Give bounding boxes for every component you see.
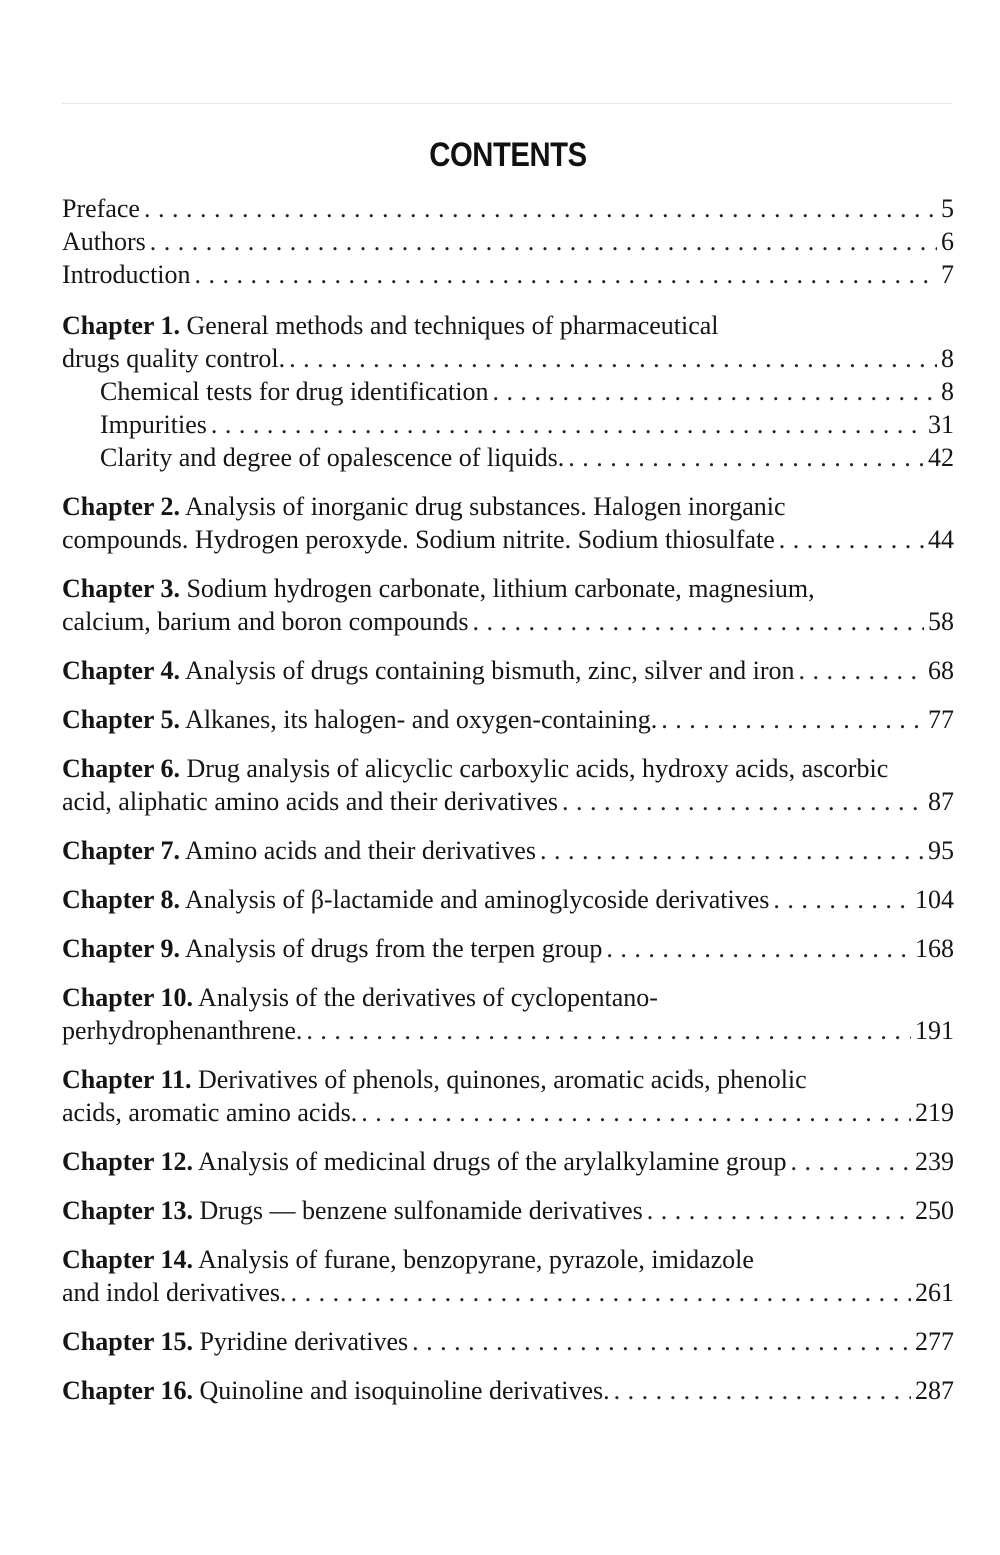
chapter-label: Chapter 11. xyxy=(62,1065,192,1094)
toc-entry-title xyxy=(62,1374,610,1407)
chapter-heading-line xyxy=(62,490,954,523)
dot-leader xyxy=(540,834,924,867)
chapter-entry xyxy=(62,1194,954,1227)
toc-line xyxy=(100,441,954,474)
dot-leader xyxy=(412,1325,911,1358)
toc-line xyxy=(62,1374,954,1407)
chapter-title: Analysis of inorganic drug substances. Halogen inorganic xyxy=(185,492,786,521)
toc-line xyxy=(62,1194,954,1227)
dot-leader xyxy=(361,1096,911,1129)
dot-leader xyxy=(291,1276,911,1309)
page-number: 239 xyxy=(915,1147,954,1176)
chapter-label: Chapter 2. xyxy=(62,492,180,521)
chapter-title: General methods and techniques of pharmaceutical xyxy=(186,311,719,340)
toc-line xyxy=(62,1276,954,1309)
page-number: 58 xyxy=(928,607,954,636)
chapter-label: Chapter 6. xyxy=(62,754,180,783)
page-number: 261 xyxy=(915,1278,954,1307)
toc-line xyxy=(62,258,954,291)
toc-entry-title: and indol derivatives. xyxy=(62,1278,287,1307)
page-number: 7 xyxy=(941,260,954,289)
front-matter-entry xyxy=(62,258,954,291)
chapter-title: Alkanes, its halogen- and oxygen-containing. xyxy=(185,705,658,734)
page-number: 5 xyxy=(941,194,954,223)
chapter-label: Chapter 5. xyxy=(62,705,180,734)
toc-line xyxy=(62,523,954,556)
chapter-entry xyxy=(62,1063,954,1129)
dot-leader xyxy=(661,703,924,736)
table-of-contents xyxy=(62,192,954,1407)
toc-line xyxy=(100,375,954,408)
subsection-entry xyxy=(62,375,954,408)
page-number: 277 xyxy=(915,1327,954,1356)
front-matter-entry xyxy=(62,192,954,225)
toc-line xyxy=(62,703,954,736)
toc-entry-title xyxy=(62,703,657,736)
page-number: 168 xyxy=(915,934,954,963)
dot-leader xyxy=(773,883,911,916)
toc-entry-title: Preface xyxy=(62,194,140,223)
chapter-label: Chapter 12. xyxy=(62,1147,193,1176)
chapter-title: Analysis of drugs containing bismuth, zinc, silver and iron xyxy=(185,656,795,685)
toc-entry-title: drugs quality control. xyxy=(62,344,286,373)
chapter-label: Chapter 10. xyxy=(62,983,193,1012)
page-number: 8 xyxy=(941,377,954,406)
toc-line xyxy=(62,605,954,638)
page-number: 191 xyxy=(915,1016,954,1045)
toc-line xyxy=(62,342,954,375)
dot-leader xyxy=(306,1014,911,1047)
chapter-title: Sodium hydrogen carbonate, lithium carbonate, magnesium, xyxy=(186,574,815,603)
dot-leader xyxy=(568,441,924,474)
toc-entry-title xyxy=(62,932,602,965)
dot-leader xyxy=(195,258,937,291)
page-number: 77 xyxy=(928,705,954,734)
chapter-heading-line xyxy=(62,1243,954,1276)
subsection-entry xyxy=(62,408,954,441)
dot-leader xyxy=(562,785,924,818)
page-number: 287 xyxy=(915,1376,954,1405)
dot-leader xyxy=(289,342,937,375)
toc-entry-title xyxy=(62,654,795,687)
toc-line xyxy=(62,932,954,965)
toc-entry-title: Introduction xyxy=(62,260,191,289)
chapter-title: Analysis of the derivatives of cyclopentano- xyxy=(198,983,658,1012)
chapter-label: Chapter 7. xyxy=(62,836,180,865)
chapter-label: Chapter 9. xyxy=(62,934,180,963)
toc-line xyxy=(62,1145,954,1178)
chapter-entry xyxy=(62,834,954,867)
toc-line xyxy=(62,654,954,687)
bleed-through-rule xyxy=(62,103,952,104)
dot-leader xyxy=(791,1145,911,1178)
chapter-title: Derivatives of phenols, quinones, aromatic acids, phenolic xyxy=(198,1065,807,1094)
toc-entry-title: acids, aromatic amino acids. xyxy=(62,1098,358,1127)
toc-entry-title: calcium, barium and boron compounds xyxy=(62,607,469,636)
toc-line xyxy=(62,1014,954,1047)
chapter-entry xyxy=(62,1145,954,1178)
chapter-entry xyxy=(62,490,954,556)
toc-line xyxy=(62,834,954,867)
dot-leader xyxy=(606,932,911,965)
toc-entry-title xyxy=(62,834,536,867)
chapter-label: Chapter 4. xyxy=(62,656,180,685)
chapter-entry xyxy=(62,932,954,965)
chapter-entry xyxy=(62,752,954,818)
toc-entry-title: Chemical tests for drug identification xyxy=(100,377,489,406)
chapter-heading-line xyxy=(62,981,954,1014)
chapter-entry xyxy=(62,883,954,916)
page-number: 42 xyxy=(928,443,954,472)
chapter-label: Chapter 15. xyxy=(62,1327,193,1356)
chapter-entry xyxy=(62,654,954,687)
page-number: 250 xyxy=(915,1196,954,1225)
page-number: 104 xyxy=(915,885,954,914)
toc-entry-title: Clarity and degree of opalescence of liquids. xyxy=(100,443,565,472)
chapter-heading-line xyxy=(62,1063,954,1096)
subsection-entry xyxy=(62,441,954,474)
chapter-heading-line xyxy=(62,752,954,785)
toc-entry-title: acid, aliphatic amino acids and their derivatives xyxy=(62,787,558,816)
page-number: 6 xyxy=(941,227,954,256)
toc-entry-title: compounds. Hydrogen peroxyde. Sodium nitrite. Sodium thiosulfate xyxy=(62,525,775,554)
toc-entry-title: perhydrophenanthrene. xyxy=(62,1016,303,1045)
toc-line xyxy=(62,225,954,258)
toc-entry-title: Authors xyxy=(62,227,146,256)
chapter-label: Chapter 3. xyxy=(62,574,180,603)
chapter-entry xyxy=(62,703,954,736)
page-number: 44 xyxy=(928,525,954,554)
chapter-title: Amino acids and their derivatives xyxy=(185,836,536,865)
chapter-label: Chapter 16. xyxy=(62,1376,193,1405)
dot-leader xyxy=(799,654,924,687)
dot-leader xyxy=(779,523,924,556)
dot-leader xyxy=(647,1194,911,1227)
page-number: 8 xyxy=(941,344,954,373)
toc-line xyxy=(62,883,954,916)
chapter-title: Drug analysis of alicyclic carboxylic acids, hydroxy acids, ascorbic xyxy=(186,754,889,783)
chapter-title: Quinoline and isoquinoline derivatives. xyxy=(199,1376,610,1405)
dot-leader xyxy=(211,408,924,441)
page-number: 68 xyxy=(928,656,954,685)
page-number: 95 xyxy=(928,836,954,865)
chapter-entry xyxy=(62,572,954,638)
chapter-title: Analysis of drugs from the terpen group xyxy=(185,934,603,963)
chapter-label: Chapter 8. xyxy=(62,885,180,914)
chapter-entry xyxy=(62,1243,954,1309)
dot-leader xyxy=(144,192,937,225)
dot-leader xyxy=(150,225,937,258)
toc-entry-title xyxy=(62,1194,643,1227)
chapter-title: Pyridine derivatives xyxy=(199,1327,409,1356)
page-title: CONTENTS xyxy=(429,136,587,174)
page-number: 219 xyxy=(915,1098,954,1127)
chapter-entry xyxy=(62,1325,954,1358)
front-matter-entry xyxy=(62,225,954,258)
page-number: 31 xyxy=(928,410,954,439)
toc-entry-title xyxy=(62,883,769,916)
chapter-entry xyxy=(62,309,954,474)
chapter-heading-line xyxy=(62,309,954,342)
dot-leader xyxy=(473,605,924,638)
chapter-title: Analysis of medicinal drugs of the arylalkylamine group xyxy=(198,1147,787,1176)
page-number: 87 xyxy=(928,787,954,816)
chapter-label: Chapter 13. xyxy=(62,1196,193,1225)
chapter-heading-line xyxy=(62,572,954,605)
chapter-label: Chapter 1. xyxy=(62,311,180,340)
dot-leader xyxy=(614,1374,911,1407)
toc-entry-title xyxy=(62,1325,408,1358)
toc-line xyxy=(62,785,954,818)
toc-line xyxy=(62,1096,954,1129)
chapter-entry xyxy=(62,981,954,1047)
chapter-label: Chapter 14. xyxy=(62,1245,193,1274)
chapter-entry xyxy=(62,1374,954,1407)
toc-line xyxy=(100,408,954,441)
dot-leader xyxy=(492,375,937,408)
toc-entry-title: Impurities xyxy=(100,410,207,439)
toc-line xyxy=(62,1325,954,1358)
toc-line xyxy=(62,192,954,225)
toc-entry-title xyxy=(62,1145,787,1178)
chapter-title: Analysis of β-lactamide and aminoglycoside derivatives xyxy=(185,885,770,914)
chapter-title: Analysis of furane, benzopyrane, pyrazole, imidazole xyxy=(198,1245,754,1274)
chapter-title: Drugs — benzene sulfonamide derivatives xyxy=(199,1196,643,1225)
